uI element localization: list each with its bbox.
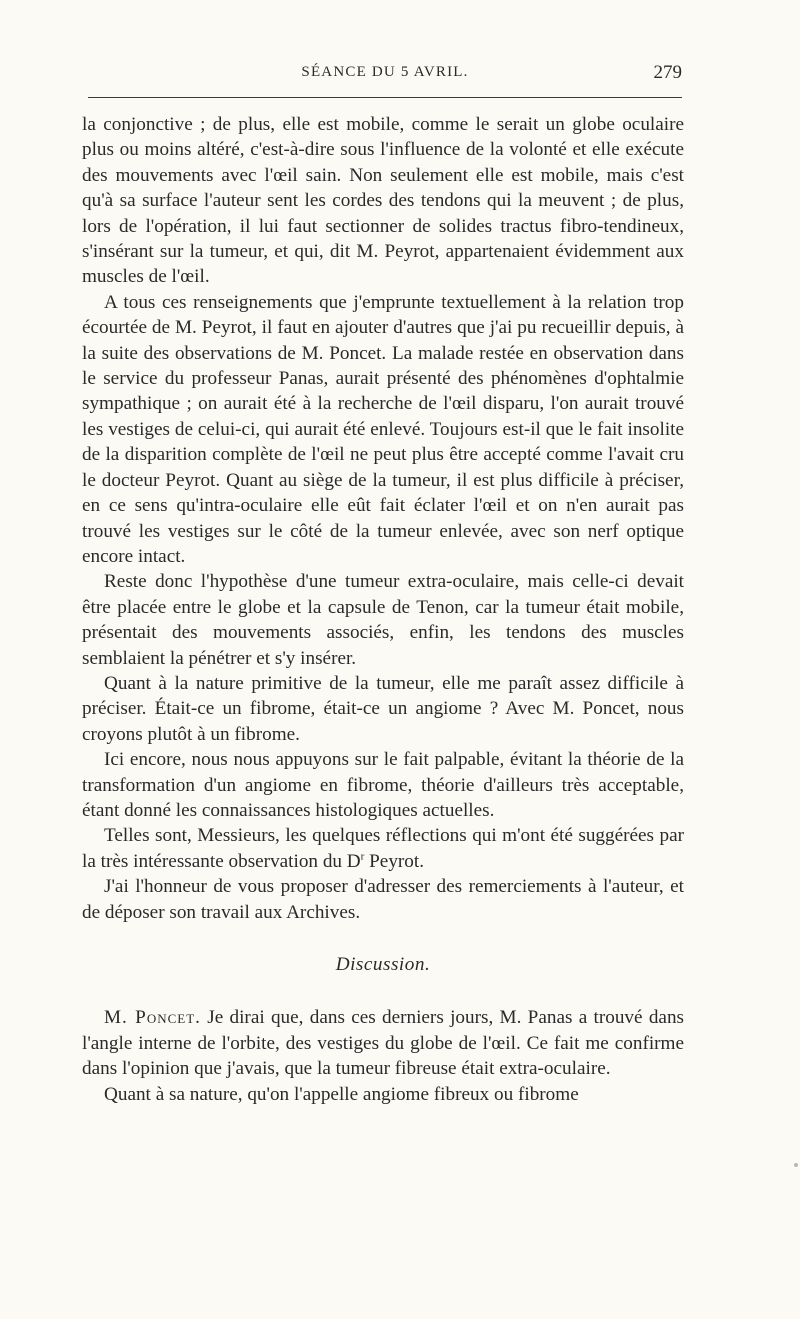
paragraph-6-text: Telles sont, Messieurs, les quelques réflections qui m'ont été suggérées par la très intéressante observation du D — [82, 825, 684, 872]
paragraph-8-text: Je dirai que, dans ces derniers jours, M. Panas a trouvé dans l'angle interne de l'orbite, des vestiges du globe de l'œil. Ce fait me confirme dans l'opinion que j'avais, que la tumeur fibreuse était extra-oculaire. — [82, 1007, 684, 1080]
paragraph-9: Quant à sa nature, qu'on l'appelle angiome fibreux ou fibrome — [104, 1083, 579, 1105]
doctor-superscript: r — [360, 850, 365, 863]
paragraph-2: A tous ces renseignements que j'emprunte textuellement à la relation trop écourtée de M. Peyrot, il faut en ajouter d'autres que j'ai pu recueillir depuis, à la suite des observations de M. Poncet. La malade restée en observation dans le service du professeur Panas, aurait présenté des phénomènes d'ophtalmie sympathique ; on aurait été à la recherche de l'œil disparu, l'on aurait trouvé les vestiges de celui-ci, qui aurait été enlevé. Toujours est-il que le fait insolite de la disparition complète de l'œil ne peut plus être accepté comme l'avait cru le docteur Peyrot. Quant au siège de la tumeur, il est plus difficile à préciser, en ce sens qu'intra-oculaire elle eût fait éclater l'œil et on n'en aurait pas trouvé les vestiges sur le côté de la tumeur enlevée, avec son nerf optique encore intact. — [82, 291, 684, 567]
paragraph-3: Reste donc l'hypothèse d'une tumeur extra-oculaire, mais celle-ci devait être placée entre le globe et la capsule de Tenon, car la tumeur était mobile, présentait des mouvements associés, enfin, les tendons des muscles semblaient la pénétrer et s'y insérer. — [82, 571, 684, 669]
paper-speck — [794, 1163, 798, 1167]
running-head — [88, 62, 682, 86]
body-text — [82, 112, 684, 1107]
paragraph-6 — [82, 823, 684, 874]
section-heading: Discussion. — [335, 954, 431, 975]
header-rule — [88, 97, 682, 98]
paragraph-7: J'ai l'honneur de vous proposer d'adresser des remerciements à l'auteur, et de déposer son travail aux Archives. — [82, 876, 684, 923]
paragraph-1: la conjonctive ; de plus, elle est mobile, comme le serait un globe oculaire plus ou moins altéré, c'est-à-dire sous l'influence de la volonté et elle exécute des mouvements avec l'œil sain. Non seulement elle est mobile, mais c'est qu'à sa surface l'auteur sent les cordes des tendons qui la meuvent ; de plus, lors de l'opération, il lui faut sectionner de solides tractus fibro-tendineux, s'insérant sur la tumeur, et qui, dit M. Peyrot, appartenaient évidemment aux muscles de l'œil. — [82, 114, 684, 288]
paragraph-6-end: Peyrot. — [364, 850, 425, 872]
speaker-name: M. Poncet. — [104, 1007, 201, 1029]
paragraph-4: Quant à la nature primitive de la tumeur, elle me paraît assez difficile à préciser. Était-ce un fibrome, était-ce un angiome ? Avec M. Poncet, nous croyons plutôt à un fibrome. — [82, 672, 684, 745]
paragraph-5: Ici encore, nous nous appuyons sur le fait palpable, évitant la théorie de la transformation d'un angiome en fibrome, théorie d'ailleurs très acceptable, étant donné les connaissances histologiques actuelles. — [82, 749, 684, 821]
running-title: SÉANCE DU 5 AVRIL. — [301, 64, 469, 80]
paragraph-8 — [82, 1005, 684, 1081]
page-number: 279 — [653, 62, 682, 83]
